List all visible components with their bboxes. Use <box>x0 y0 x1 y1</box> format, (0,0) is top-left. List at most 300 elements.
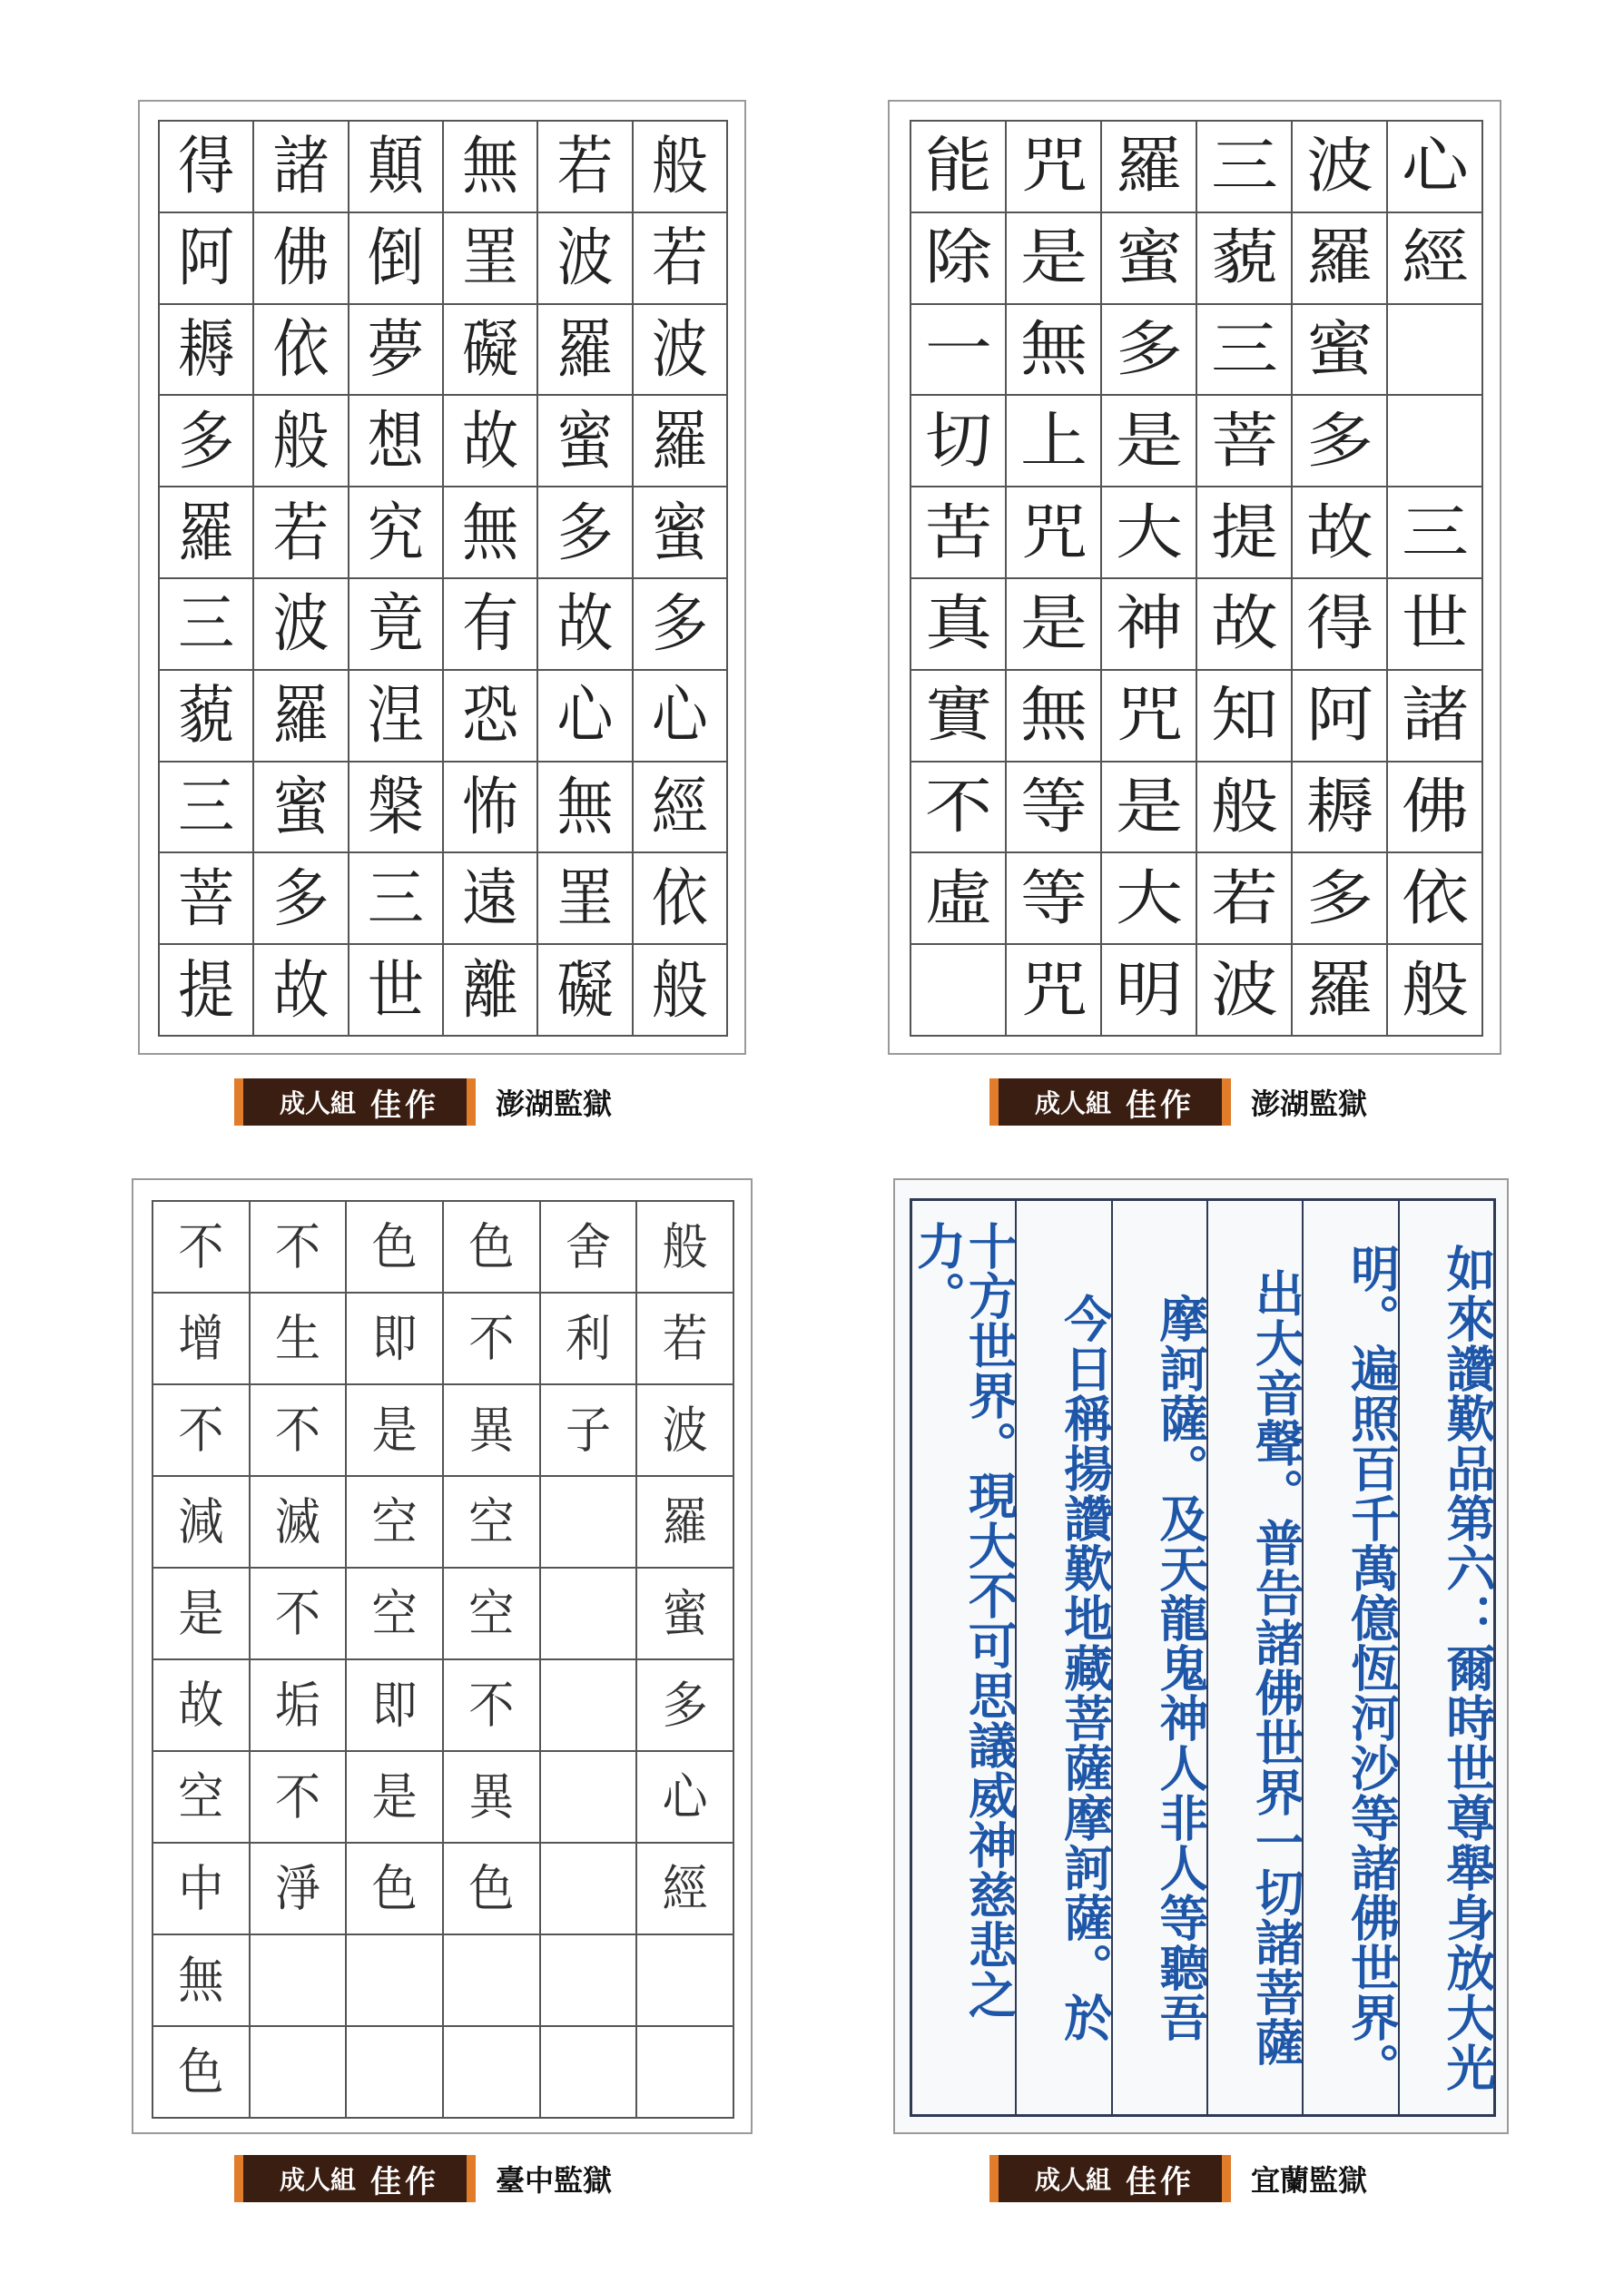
character: 礙 <box>462 311 519 387</box>
character: 般 <box>662 1217 708 1276</box>
character: 是 <box>1115 771 1183 841</box>
character: 是 <box>1019 222 1088 293</box>
artwork-panel-3 <box>132 1178 753 2134</box>
character: 多 <box>651 586 708 661</box>
grid-cell <box>251 1844 348 1935</box>
grid-cell <box>538 671 633 763</box>
grid-cell <box>1197 853 1293 945</box>
grid-cell <box>153 1569 251 1660</box>
grid-cell <box>347 1569 444 1660</box>
character: 空 <box>468 1492 515 1551</box>
grid-cell <box>634 671 728 763</box>
character: 滅 <box>274 1492 320 1551</box>
character: 羅 <box>272 677 330 753</box>
character: 心 <box>651 677 708 753</box>
character: 羅 <box>651 403 708 478</box>
character: 菩 <box>178 861 235 936</box>
text-column-3: 出大音聲。普告諸佛世界一切諸菩薩 <box>1206 1201 1302 2114</box>
character: 咒 <box>1019 954 1088 1025</box>
character: 減 <box>178 1492 224 1551</box>
grid-cell <box>1197 671 1293 763</box>
character: 顛 <box>367 128 424 203</box>
grid-cell <box>251 1477 348 1569</box>
character: 多 <box>556 495 614 569</box>
grid-cell <box>911 122 1007 213</box>
character: 心 <box>662 1767 708 1826</box>
character: 依 <box>272 311 330 387</box>
character: 罣 <box>556 861 614 936</box>
grid-cell <box>911 853 1007 945</box>
grid-cell <box>444 1660 541 1752</box>
grid-cell <box>254 396 349 487</box>
character: 羅 <box>556 311 614 387</box>
grid-cell <box>160 763 254 854</box>
grid-cell <box>153 1385 251 1477</box>
grid-cell <box>444 1202 541 1294</box>
character: 故 <box>272 952 330 1027</box>
text-column-1: 如來讚歎品第六：爾時世尊舉身放大光 <box>1398 1201 1493 2114</box>
character: 故 <box>556 586 614 661</box>
character: 垢 <box>274 1676 320 1735</box>
grid-cell <box>538 396 633 487</box>
grid-cell <box>347 1477 444 1569</box>
character: 實 <box>924 680 992 751</box>
character: 中 <box>178 1859 224 1918</box>
grid-cell <box>541 1569 638 1660</box>
grid-cell <box>1197 122 1293 213</box>
grid-cell <box>634 579 728 671</box>
grid-cell <box>538 945 633 1037</box>
grid-cell <box>541 1935 638 2027</box>
grid-cell <box>1007 305 1102 397</box>
grid-cell <box>541 1660 638 1752</box>
grid-cell <box>1102 853 1197 945</box>
character: 羅 <box>662 1492 708 1551</box>
character: 等 <box>1019 862 1088 933</box>
grid-cell <box>349 671 444 763</box>
grid-cell <box>1293 579 1388 671</box>
grid-cell <box>911 945 1007 1037</box>
character: 世 <box>367 952 424 1027</box>
grid-cell <box>347 1202 444 1294</box>
character: 色 <box>468 1859 515 1918</box>
character: 蜜 <box>556 403 614 478</box>
character: 提 <box>178 952 235 1027</box>
grid-cell <box>634 945 728 1037</box>
character: 有 <box>462 586 519 661</box>
grid-cell <box>1102 487 1197 579</box>
character: 不 <box>468 1676 515 1735</box>
grid-cell <box>160 305 254 397</box>
grid-cell <box>1102 763 1197 854</box>
grid-cell <box>444 487 538 579</box>
character: 經 <box>662 1859 708 1918</box>
character: 故 <box>1210 588 1278 659</box>
character: 波 <box>1305 131 1373 202</box>
character: 除 <box>924 222 992 293</box>
character: 空 <box>371 1584 418 1643</box>
grid-cell <box>538 853 633 945</box>
character: 心 <box>556 677 614 753</box>
grid-cell <box>254 853 349 945</box>
character: 三 <box>1210 313 1278 384</box>
character: 大 <box>1115 497 1183 567</box>
character: 佛 <box>1401 771 1469 841</box>
character: 能 <box>924 131 992 202</box>
grid-cell <box>1388 579 1483 671</box>
grid-cell <box>444 1935 541 2027</box>
character: 若 <box>662 1309 708 1368</box>
location-label: 宜蘭監獄 <box>1251 2163 1368 2198</box>
grid-cell <box>911 396 1007 487</box>
grid-cell <box>160 487 254 579</box>
character: 知 <box>1210 680 1278 751</box>
grid-cell <box>541 1752 638 1844</box>
grid-cell <box>1293 487 1388 579</box>
character: 遠 <box>462 861 519 936</box>
grid-cell <box>1197 945 1293 1037</box>
character: 色 <box>178 2042 224 2101</box>
character: 異 <box>468 1767 515 1826</box>
character: 夢 <box>367 311 424 387</box>
character: 藐 <box>178 677 235 753</box>
character: 子 <box>565 1401 611 1460</box>
grid-cell <box>1388 487 1483 579</box>
grid-cell <box>1007 853 1102 945</box>
grid-cell <box>153 1752 251 1844</box>
character: 三 <box>178 586 235 661</box>
character: 上 <box>1019 405 1088 476</box>
grid-cell <box>1293 305 1388 397</box>
location-label: 澎湖監獄 <box>496 1087 613 1121</box>
grid-cell <box>347 1752 444 1844</box>
grid-cell <box>153 1935 251 2027</box>
grid-cell <box>444 1844 541 1935</box>
character: 恐 <box>462 677 519 753</box>
character: 是 <box>371 1401 418 1460</box>
character: 若 <box>272 495 330 569</box>
caption-accent <box>234 2155 243 2202</box>
grid-cell <box>1388 945 1483 1037</box>
character: 故 <box>1305 497 1373 567</box>
character: 不 <box>274 1217 320 1276</box>
grid-cell <box>1197 396 1293 487</box>
grid-cell <box>444 763 538 854</box>
character: 無 <box>462 128 519 203</box>
character: 波 <box>556 220 614 295</box>
group-label: 成人組 <box>280 2165 357 2195</box>
grid-cell <box>349 305 444 397</box>
grid-cell <box>538 213 633 305</box>
character: 空 <box>468 1584 515 1643</box>
character: 多 <box>1305 405 1373 476</box>
grid-cell <box>637 1294 734 1385</box>
grid-cell <box>1293 853 1388 945</box>
grid-cell <box>444 1294 541 1385</box>
column-frame <box>910 1198 1496 2117</box>
text-column-5: 今日稱揚讚歎地藏菩薩摩訶薩。於 <box>1015 1201 1110 2114</box>
grid-cell <box>153 1202 251 1294</box>
grid-cell <box>1388 305 1483 397</box>
grid-cell <box>634 213 728 305</box>
grid-cell <box>444 396 538 487</box>
character: 異 <box>468 1401 515 1460</box>
grid-cell <box>160 579 254 671</box>
grid-cell <box>1293 396 1388 487</box>
caption-accent <box>989 2155 999 2202</box>
grid-cell <box>538 487 633 579</box>
character: 不 <box>274 1584 320 1643</box>
character: 多 <box>1305 862 1373 933</box>
grid-cell <box>251 1202 348 1294</box>
grid-cell <box>1388 396 1483 487</box>
grid-cell <box>349 396 444 487</box>
grid-cell <box>637 1477 734 1569</box>
grid-cell <box>1007 671 1102 763</box>
character: 切 <box>924 405 992 476</box>
grid-cell <box>911 579 1007 671</box>
grid-cell <box>538 122 633 213</box>
award-label: 佳作 <box>370 1087 440 1124</box>
grid-cell <box>444 305 538 397</box>
grid-cell <box>349 213 444 305</box>
grid-cell <box>251 1752 348 1844</box>
grid-cell <box>444 853 538 945</box>
grid-cell <box>349 763 444 854</box>
character: 罣 <box>462 220 519 295</box>
grid-cell <box>1007 763 1102 854</box>
grid-cell <box>347 1385 444 1477</box>
character: 不 <box>178 1217 224 1276</box>
character: 依 <box>651 861 708 936</box>
character: 佛 <box>272 220 330 295</box>
character: 諸 <box>1401 680 1469 751</box>
grid-cell <box>1007 213 1102 305</box>
character: 增 <box>178 1309 224 1368</box>
grid-cell <box>444 2027 541 2119</box>
character: 無 <box>178 1951 224 2010</box>
grid-cell <box>254 305 349 397</box>
character: 不 <box>468 1309 515 1368</box>
character: 咒 <box>1019 497 1088 567</box>
grid-cell <box>347 1294 444 1385</box>
group-label: 成人組 <box>280 1088 357 1118</box>
character: 等 <box>1019 771 1088 841</box>
grid-cell <box>911 305 1007 397</box>
grid-cell <box>251 1385 348 1477</box>
character: 明 <box>1115 954 1183 1025</box>
character: 波 <box>1210 954 1278 1025</box>
grid-cell <box>444 1385 541 1477</box>
character: 若 <box>651 220 708 295</box>
grid-cell <box>1388 853 1483 945</box>
award-badge <box>243 1078 476 1126</box>
grid-cell <box>160 122 254 213</box>
character: 波 <box>651 311 708 387</box>
grid-cell <box>254 487 349 579</box>
character-grid-2 <box>910 120 1483 1037</box>
character: 蜜 <box>651 495 708 569</box>
grid-cell <box>347 2027 444 2119</box>
grid-cell <box>1007 122 1102 213</box>
grid-cell <box>1388 122 1483 213</box>
grid-cell <box>349 853 444 945</box>
character: 咒 <box>1019 131 1088 202</box>
character: 虛 <box>924 862 992 933</box>
character: 蜜 <box>272 769 330 844</box>
grid-cell <box>347 1844 444 1935</box>
caption-accent <box>989 1078 999 1126</box>
grid-cell <box>634 853 728 945</box>
character: 阿 <box>178 220 235 295</box>
grid-cell <box>1007 579 1102 671</box>
grid-cell <box>911 763 1007 854</box>
character: 般 <box>651 128 708 203</box>
character: 離 <box>462 952 519 1027</box>
grid-cell <box>637 1569 734 1660</box>
grid-cell <box>254 122 349 213</box>
character: 藐 <box>1210 222 1278 293</box>
grid-cell <box>1102 396 1197 487</box>
grid-cell <box>541 2027 638 2119</box>
character: 槃 <box>367 769 424 844</box>
text-column-4: 摩訶薩。及天龍鬼神人非人等聽吾 <box>1111 1201 1206 2114</box>
grid-cell <box>444 213 538 305</box>
grid-cell <box>1007 945 1102 1037</box>
artwork-panel-2 <box>888 100 1501 1055</box>
grid-cell <box>1197 487 1293 579</box>
character: 不 <box>178 1401 224 1460</box>
character: 故 <box>178 1676 224 1735</box>
character: 諸 <box>272 128 330 203</box>
grid-cell <box>634 305 728 397</box>
character: 心 <box>1401 131 1469 202</box>
artwork-panel-4 <box>893 1178 1509 2134</box>
grid-cell <box>444 945 538 1037</box>
group-label: 成人組 <box>1035 2165 1112 2195</box>
caption-accent <box>234 1078 243 1126</box>
grid-cell <box>541 1477 638 1569</box>
grid-cell <box>444 1569 541 1660</box>
grid-cell <box>1293 763 1388 854</box>
character: 舍 <box>565 1217 611 1276</box>
character: 經 <box>1401 222 1469 293</box>
character: 大 <box>1115 862 1183 933</box>
character: 涅 <box>367 677 424 753</box>
character: 色 <box>371 1217 418 1276</box>
grid-cell <box>160 853 254 945</box>
character: 不 <box>924 771 992 841</box>
grid-cell <box>1102 122 1197 213</box>
grid-cell <box>1197 305 1293 397</box>
grid-cell <box>911 671 1007 763</box>
character: 般 <box>1401 954 1469 1025</box>
grid-cell <box>1293 213 1388 305</box>
character: 多 <box>662 1676 708 1735</box>
grid-cell <box>538 579 633 671</box>
character-grid-1 <box>158 120 728 1037</box>
grid-cell <box>254 945 349 1037</box>
character: 波 <box>272 586 330 661</box>
grid-cell <box>1102 213 1197 305</box>
grid-cell <box>251 1660 348 1752</box>
character: 世 <box>1401 588 1469 659</box>
grid-cell <box>541 1385 638 1477</box>
group-label: 成人組 <box>1035 1088 1112 1118</box>
grid-cell <box>637 1752 734 1844</box>
award-badge <box>999 1078 1231 1126</box>
grid-cell <box>160 671 254 763</box>
grid-cell <box>254 213 349 305</box>
grid-cell <box>153 1477 251 1569</box>
character: 羅 <box>1115 131 1183 202</box>
character: 得 <box>178 128 235 203</box>
grid-cell <box>538 305 633 397</box>
caption-2 <box>989 1078 1367 1126</box>
character: 是 <box>1115 405 1183 476</box>
character: 空 <box>178 1767 224 1826</box>
character: 三 <box>367 861 424 936</box>
grid-cell <box>349 945 444 1037</box>
grid-cell <box>637 1935 734 2027</box>
grid-cell <box>541 1844 638 1935</box>
character: 多 <box>1115 313 1183 384</box>
character: 空 <box>371 1492 418 1551</box>
grid-cell <box>634 487 728 579</box>
character: 怖 <box>462 769 519 844</box>
character: 三 <box>178 769 235 844</box>
character: 即 <box>371 1309 418 1368</box>
grid-cell <box>637 1660 734 1752</box>
character: 耨 <box>178 311 235 387</box>
grid-cell <box>251 1294 348 1385</box>
grid-cell <box>1007 396 1102 487</box>
character: 多 <box>178 403 235 478</box>
grid-cell <box>444 579 538 671</box>
grid-cell <box>1102 945 1197 1037</box>
grid-cell <box>1388 763 1483 854</box>
character: 般 <box>272 403 330 478</box>
character: 羅 <box>1305 222 1373 293</box>
character: 神 <box>1115 588 1183 659</box>
character: 倒 <box>367 220 424 295</box>
grid-cell <box>1388 213 1483 305</box>
location-label: 臺中監獄 <box>496 2163 613 2198</box>
character: 無 <box>1019 680 1088 751</box>
grid-cell <box>637 1385 734 1477</box>
grid-cell <box>160 945 254 1037</box>
award-badge <box>243 2155 476 2202</box>
grid-cell <box>347 1660 444 1752</box>
grid-cell <box>349 487 444 579</box>
grid-cell <box>254 763 349 854</box>
grid-cell <box>347 1935 444 2027</box>
character-grid-3 <box>152 1200 734 2119</box>
grid-cell <box>251 1569 348 1660</box>
award-label: 佳作 <box>370 2163 440 2200</box>
character: 不 <box>274 1401 320 1460</box>
grid-cell <box>1293 945 1388 1037</box>
grid-cell <box>541 1294 638 1385</box>
grid-cell <box>251 2027 348 2119</box>
award-label: 佳作 <box>1126 1087 1196 1124</box>
character: 色 <box>371 1859 418 1918</box>
grid-cell <box>153 2027 251 2119</box>
character: 想 <box>367 403 424 478</box>
caption-3 <box>234 2155 612 2202</box>
grid-cell <box>349 122 444 213</box>
grid-cell <box>251 1935 348 2027</box>
